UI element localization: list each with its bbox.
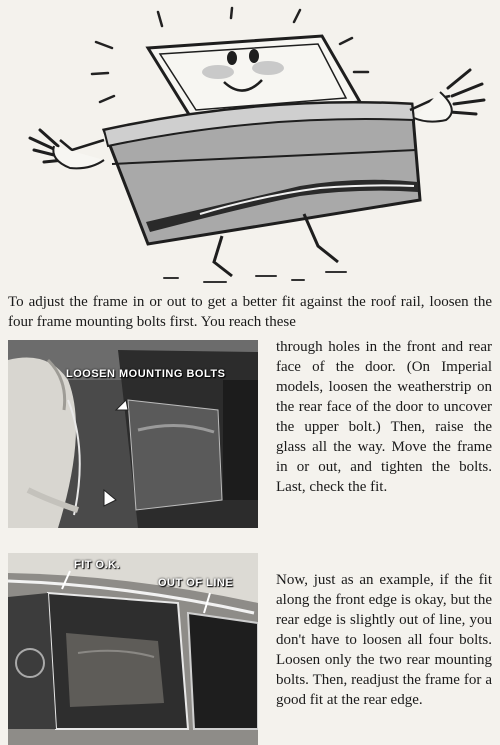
intro-paragraph: To adjust the frame in or out to get a better fit against the roof rail, loosen the four frame mounting bolts first. You reach these xyxy=(8,294,492,330)
door-cartoon-illustration xyxy=(0,0,500,290)
side-paragraph-2: Now, just as an example, if the fit along the front edge is okay, but the rear edge is slightly out of line, you don't have to loosen all four bolts. Loosen only the two rear mounting bolts. Then, readjust the frame for a good fit at the rear edge. xyxy=(276,572,492,708)
out-of-line-caption: OUT OF LINE xyxy=(158,577,234,589)
fit-ok-caption: FIT O.K. xyxy=(74,559,121,571)
loosen-bolts-caption: LOOSEN MOUNTING BOLTS xyxy=(66,368,226,380)
loosen-bolts-photo xyxy=(8,340,258,528)
side-paragraph-1: through holes in the front and rear face of the door. (On Imperial models, loosen the weatherstrip on the rear face of the door to uncover the upper bolt.) Then, raise the glass all the way. Move the frame in or out, and tighten the bolts. Last, check the fit. xyxy=(276,339,492,495)
fit-check-photo xyxy=(8,553,258,745)
